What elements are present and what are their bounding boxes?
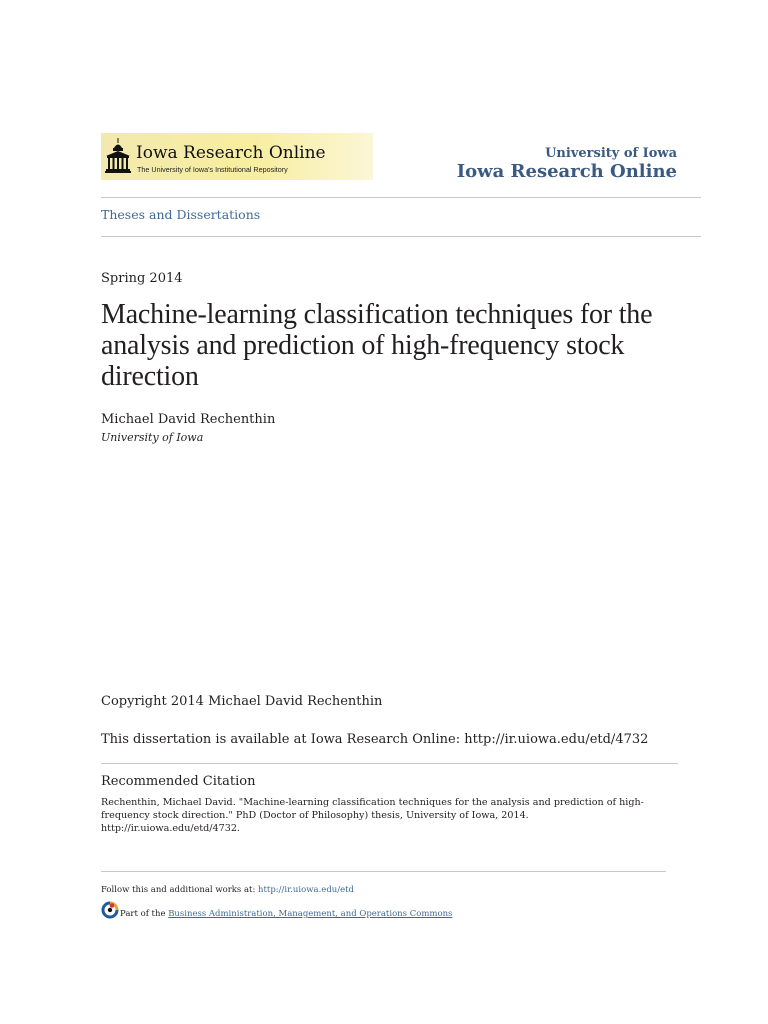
author-name: Michael David Rechenthin bbox=[101, 412, 276, 427]
copyright-statement: Copyright 2014 Michael David Rechenthin bbox=[101, 694, 383, 709]
part-of-text bbox=[120, 909, 452, 919]
document-title: Machine-learning classification techniques for the analysis and prediction of high-frequency stock direction bbox=[101, 299, 653, 392]
old-capitol-building-icon bbox=[105, 138, 131, 174]
citation-text: Rechenthin, Michael David. "Machine-learning classification techniques for the analysis and prediction of high-frequency stock direction." PhD (Doctor of Philosophy) thesis, University of Iowa, 2014. http://ir.uiowa.edu/etd/4732. bbox=[101, 797, 644, 834]
footer-divider bbox=[101, 871, 666, 872]
theses-dissertations-link[interactable]: Theses and Dissertations bbox=[101, 207, 261, 222]
author-affiliation: University of Iowa bbox=[101, 431, 204, 444]
follow-label: Follow this and additional works at: bbox=[101, 885, 256, 895]
network-logo-icon bbox=[101, 901, 119, 919]
follow-line bbox=[101, 885, 354, 895]
citation-divider bbox=[101, 763, 678, 764]
university-name[interactable]: University of Iowa bbox=[545, 146, 677, 161]
collection-divider bbox=[101, 236, 701, 237]
follow-link[interactable]: http://ir.uiowa.edu/etd bbox=[258, 885, 354, 895]
repository-name[interactable]: Iowa Research Online bbox=[456, 161, 677, 182]
commons-link[interactable]: Business Administration, Management, and Operations Commons bbox=[168, 909, 453, 919]
part-of-label: Part of the bbox=[120, 909, 166, 919]
citation-heading: Recommended Citation bbox=[101, 774, 256, 789]
publication-date: Spring 2014 bbox=[101, 271, 183, 286]
iowa-research-online-logo[interactable] bbox=[101, 133, 373, 180]
header-divider bbox=[101, 197, 701, 198]
logo-subtitle: The University of Iowa's Institutional Repository bbox=[137, 165, 288, 174]
logo-title: Iowa Research Online bbox=[136, 143, 326, 163]
availability-statement: This dissertation is available at Iowa Research Online: http://ir.uiowa.edu/etd/4732 bbox=[101, 732, 649, 747]
